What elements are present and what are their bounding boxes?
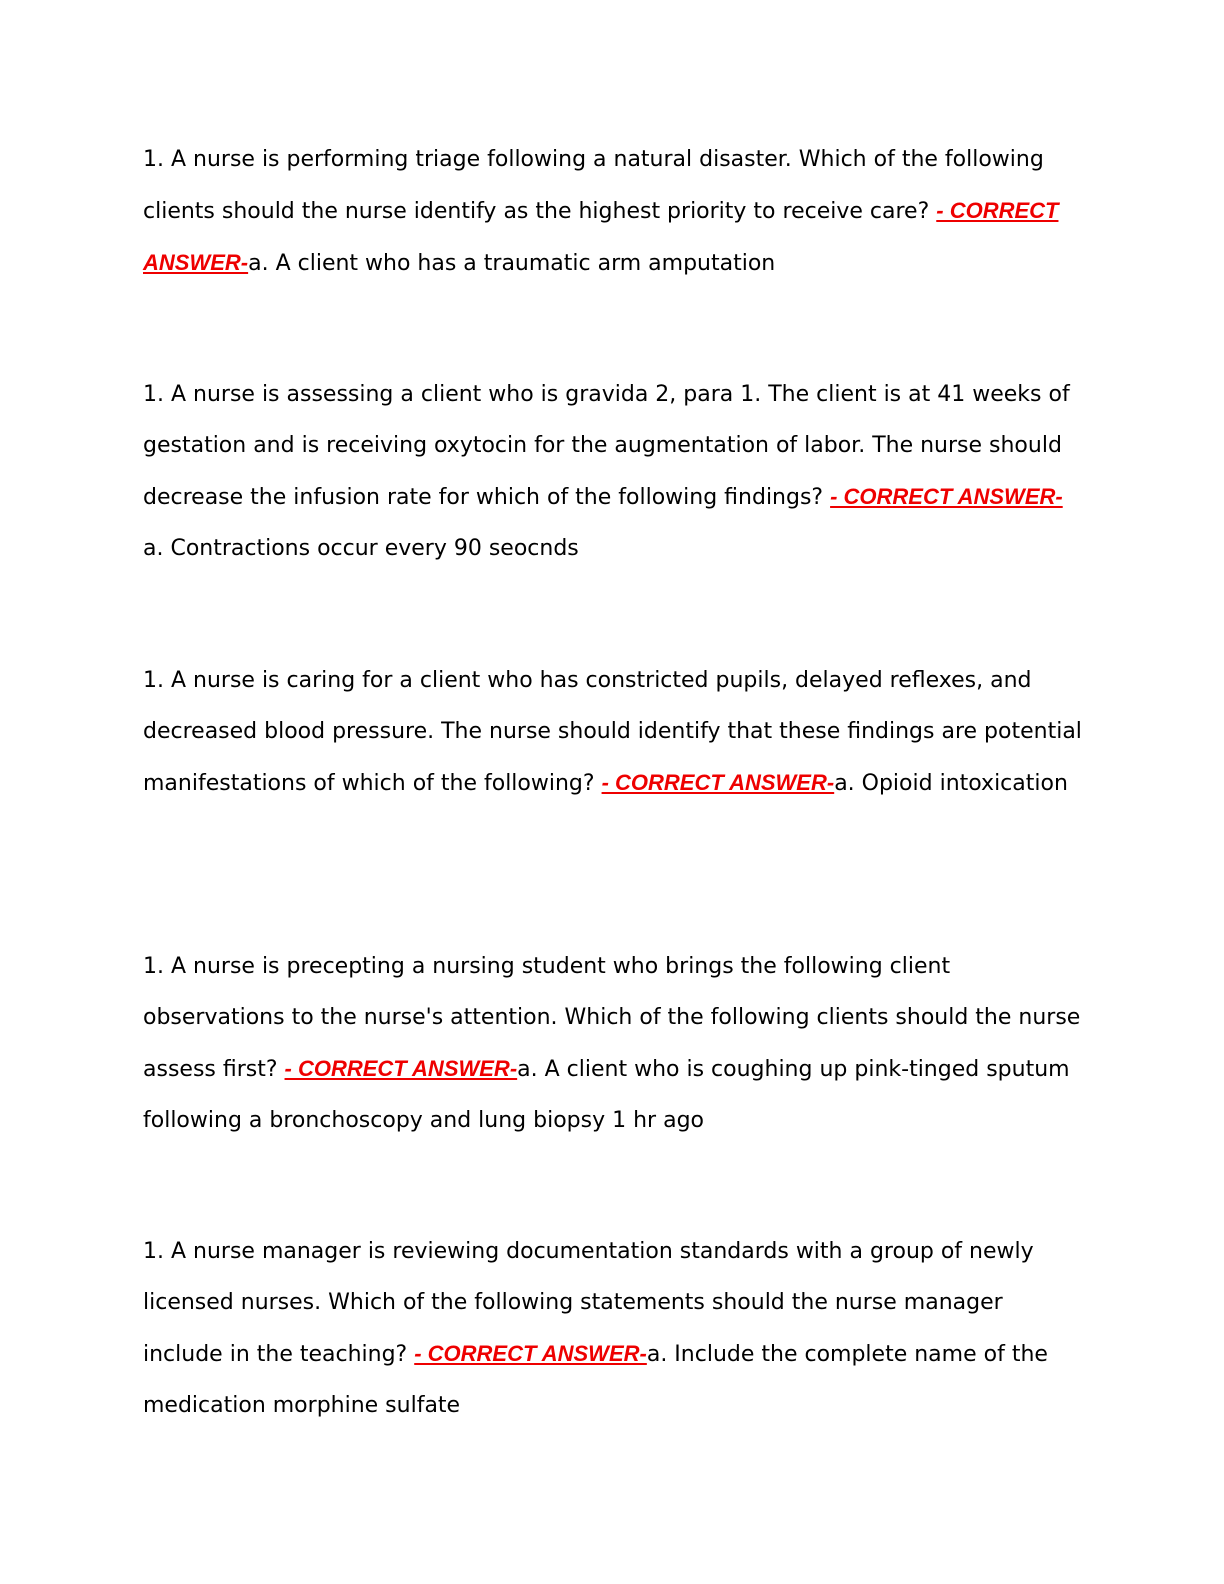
answer-text: a. Contractions occur every 90 seocnds (143, 536, 579, 561)
qa-item-4 (143, 941, 1083, 1146)
answer-text: a. Opioid intoxication (834, 771, 1068, 796)
qa-item-2 (143, 369, 1083, 574)
correct-answer-tag: - CORRECT ANSWER- (143, 198, 1059, 275)
question-text: 1. A nurse is caring for a client who has constricted pupils, delayed reflexes, and decreased blood pressure. The nurse should identify that these findings are potential manifestations of which of the following? (143, 668, 1082, 796)
qa-item-3 (143, 655, 1083, 809)
correct-answer-tag: - CORRECT ANSWER- (284, 1056, 518, 1081)
question-text: 1. A nurse is assessing a client who is gravida 2, para 1. The client is at 41 weeks of gestation and is receiving oxytocin for the augmentation of labor. The nurse should decrease the infusion rate for which of the following findings? (143, 382, 1070, 510)
qa-item-5 (143, 1226, 1083, 1431)
answer-text: a. Include the complete name of the medication morphine sulfate (143, 1342, 1048, 1418)
answer-text: a. A client who has a traumatic arm amputation (248, 251, 776, 276)
qa-item-1 (143, 134, 1083, 289)
question-text: 1. A nurse is precepting a nursing student who brings the following client observations to the nurse's attention. Which of the following clients should the nurse assess first? (143, 954, 1081, 1082)
correct-answer-tag: - CORRECT ANSWER- (830, 484, 1063, 509)
question-text: 1. A nurse is performing triage following a natural disaster. Which of the following clients should the nurse identify as the highest priority to receive care? (143, 147, 1044, 224)
question-text: 1. A nurse manager is reviewing documentation standards with a group of newly licensed nurses. Which of the following statements should the nurse manager include in the teaching? (143, 1239, 1034, 1367)
answer-text: a. A client who is coughing up pink-tinged sputum following a bronchoscopy and lung biopsy 1 hr ago (143, 1057, 1070, 1133)
correct-answer-tag: - CORRECT ANSWER- (601, 770, 835, 795)
correct-answer-tag: - CORRECT ANSWER- (414, 1341, 647, 1366)
